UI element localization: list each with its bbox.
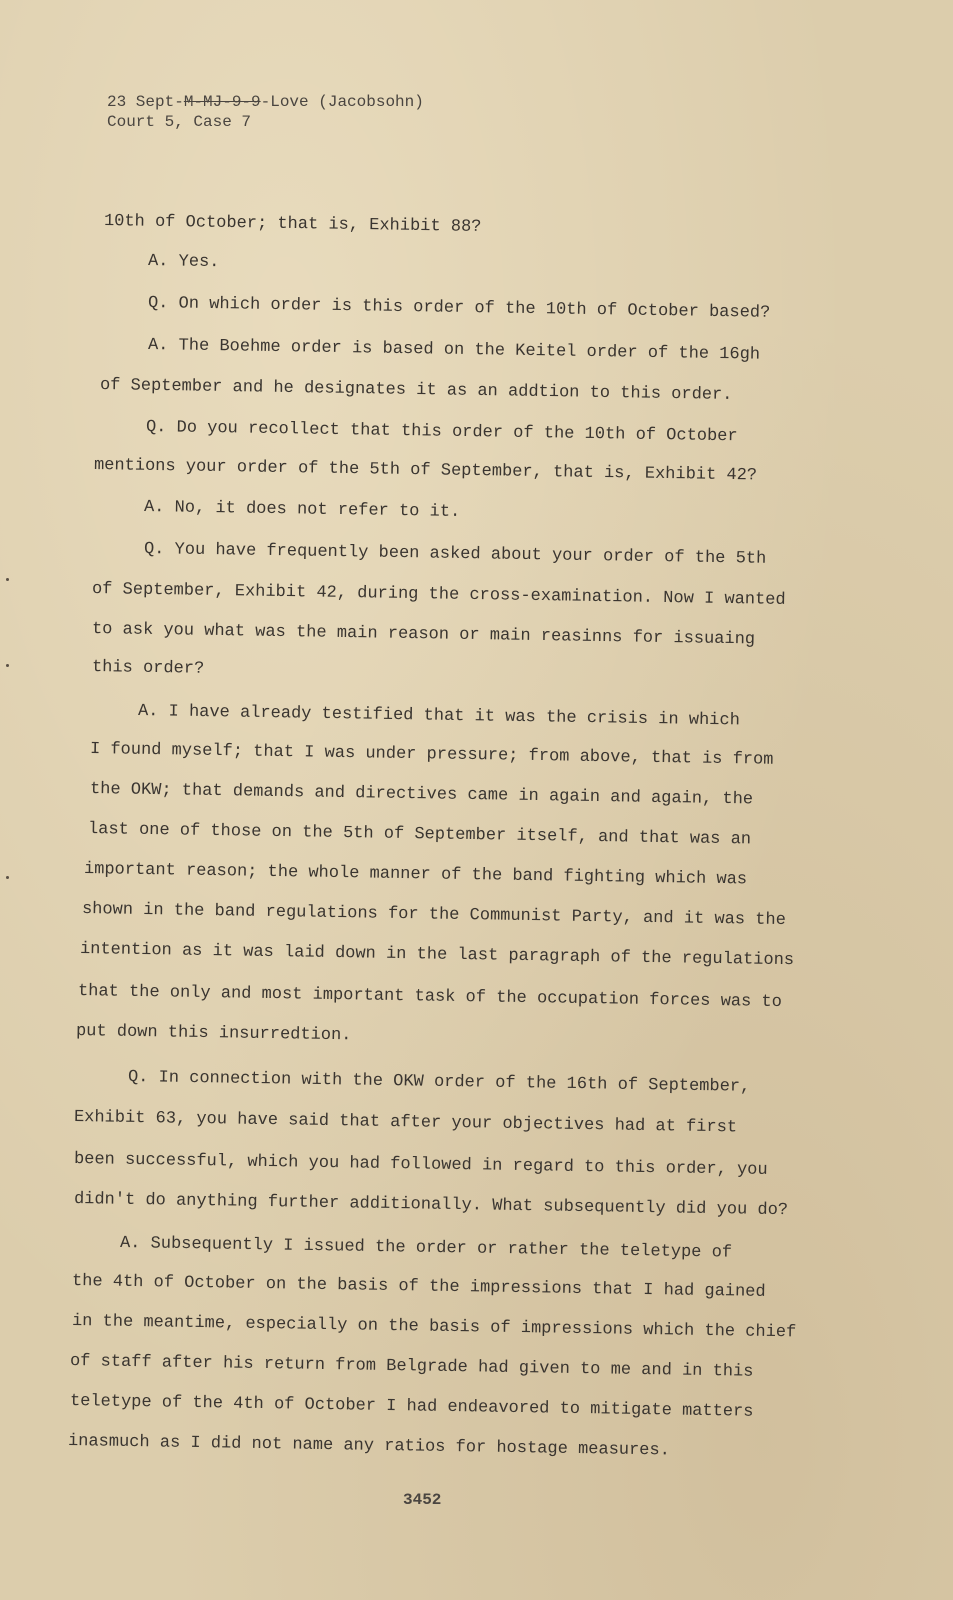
transcript-line: Q. Do you recollect that this order of the 10th of October [145,418,738,447]
header-line-1-suffix: -Love (Jacobsohn) [260,93,424,111]
transcript-line: of September and he designates it as an addtion to this order. [99,376,733,405]
header-line-1 [107,92,424,112]
transcript-line: A. I have already testified that it was the crisis in which [137,702,740,731]
transcript-line: last one of those on the 5th of September itself, and that was an [87,820,752,850]
transcript-line: intention as it was laid down in the last paragraph of the regulations [79,940,795,971]
transcript-line: in the meantime, especially on the basis of impressions which the chief [71,1312,797,1343]
transcript-line: been successful, which you had followed in regard to this order, you [73,1150,768,1180]
transcript-line: this order? [91,658,205,679]
margin-mark [6,664,9,667]
transcript-line: Q. You have frequently been asked about your order of the 5th [143,540,767,569]
transcript-line: to ask you what was the main reason or main reasinns for issuaing [91,620,756,650]
transcript-line: A. No, it does not refer to it. [143,498,461,522]
transcript-line: mentions your order of the 5th of September, that is, Exhibit 42? [93,456,758,486]
page-number: 3452 [403,1491,442,1509]
header-line-1-prefix: 23 Sept- [107,93,184,111]
transcript-line: important reason; the whole manner of the band fighting which was [83,860,748,890]
transcript-line: put down this insurredtion. [75,1022,352,1046]
transcript-line: the OKW; that demands and directives came in again and again, the [89,780,754,810]
document-header [107,92,424,132]
transcript-line: A. The Boehme order is based on the Keitel order of the 16gh [147,336,761,365]
transcript-line: the 4th of October on the basis of the impressions that I had gained [71,1272,766,1302]
transcript-line: of staff after his return from Belgrade had given to me and in this [69,1352,754,1382]
transcript-line: that the only and most important task of the occupation forces was to [77,982,782,1013]
transcript-line: A. Subsequently I issued the order or rather the teletype of [119,1234,733,1263]
transcript-line: I found myself; that I was under pressure; from above, that is from [89,740,774,770]
transcript-line: Q. On which order is this order of the 10th of October based? [147,294,771,323]
header-line-2: Court 5, Case 7 [107,113,252,131]
transcript-line: of September, Exhibit 42, during the cross-examination. Now I wanted [91,580,786,610]
transcript-line: shown in the band regulations for the Communist Party, and it was the [81,900,786,931]
transcript-line: Exhibit 63, you have said that after your objectives had at first [73,1108,738,1138]
transcript-line: Q. In connection with the OKW order of the 16th of September, [127,1068,751,1097]
transcript-line: didn't do anything further additionally. What subsequently did you do? [73,1190,789,1221]
transcript-line: A. Yes. [147,252,220,273]
transcript-line: 10th of October; that is, Exhibit 88? [103,212,482,237]
transcript-line: inasmuch as I did not name any ratios for hostage measures. [67,1432,670,1461]
transcript-line: teletype of the 4th of October I had endeavored to mitigate matters [69,1392,754,1422]
header-line-1-struck: M-MJ-9-9 [183,93,261,111]
margin-mark [6,578,9,581]
margin-mark [6,876,9,879]
